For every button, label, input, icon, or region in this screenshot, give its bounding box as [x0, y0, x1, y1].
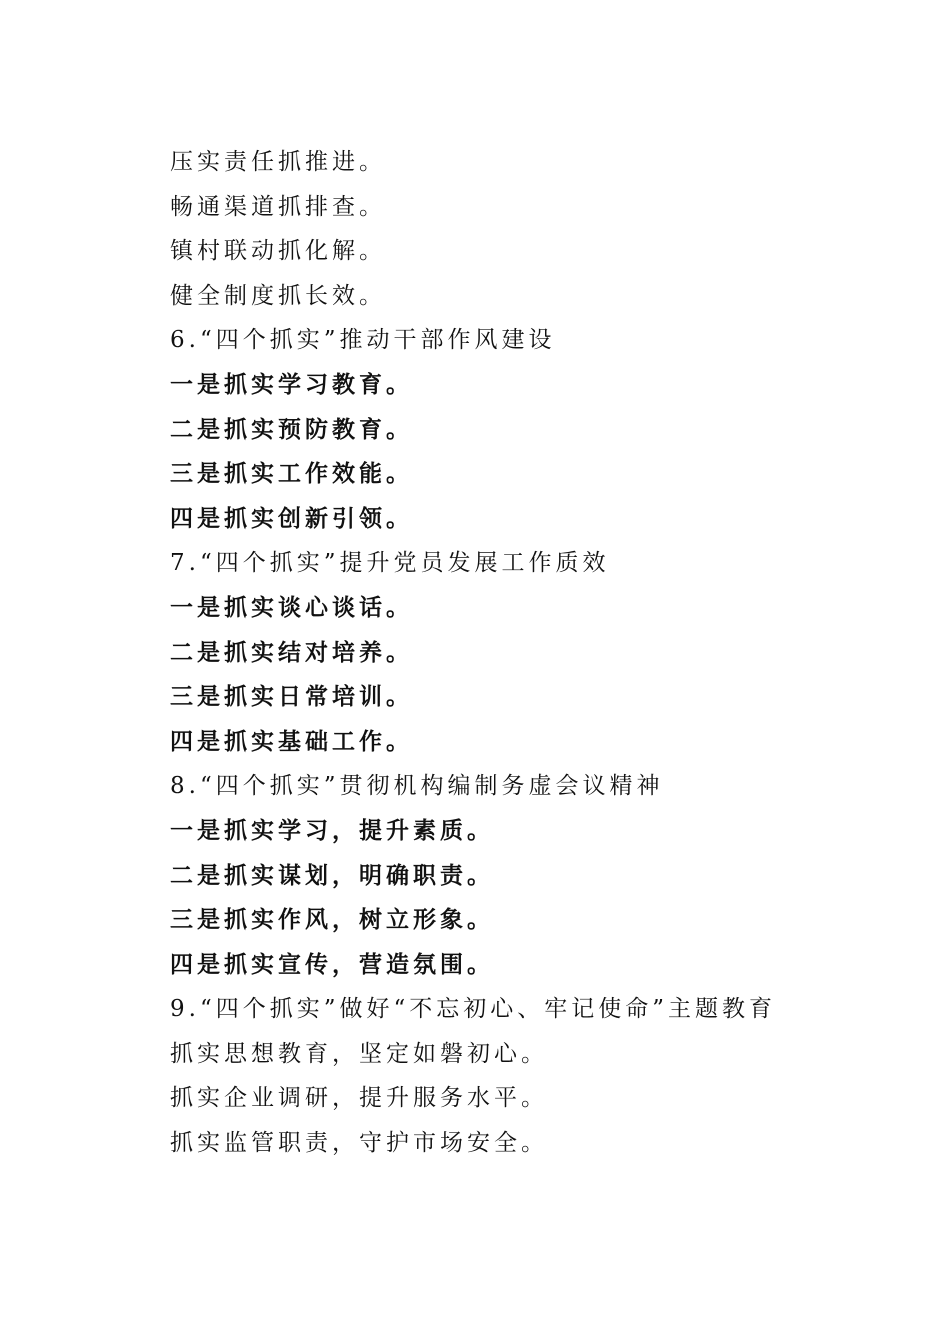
text-line: 畅通渠道抓排查。 [170, 193, 386, 220]
section-heading-9: 9.“四个抓实”做好“不忘初心、牢记使命”主题教育 [170, 996, 776, 1023]
text-line: 抓实监管职责，守护市场安全。 [170, 1130, 548, 1157]
text-line: 健全制度抓长效。 [170, 282, 386, 309]
text-line: 抓实思想教育，坚定如磐初心。 [170, 1040, 548, 1067]
section-heading-7: 7.“四个抓实”提升党员发展工作质效 [170, 550, 610, 577]
bold-point: 三是抓实日常培训。 [170, 683, 413, 711]
bold-point: 二是抓实谋划，明确职责。 [170, 861, 494, 889]
bold-point: 一是抓实谈心谈话。 [170, 593, 413, 621]
text-line: 压实责任抓推进。 [170, 149, 386, 175]
bold-point: 二是抓实结对培养。 [170, 638, 413, 666]
bold-point: 四是抓实创新引领。 [170, 504, 413, 532]
text-line: 镇村联动抓化解。 [170, 238, 386, 265]
bold-point: 四是抓实基础工作。 [170, 727, 413, 755]
document-body [170, 140, 850, 1166]
bold-point: 二是抓实预防教育。 [170, 415, 413, 443]
bold-point: 一是抓实学习教育。 [170, 370, 413, 398]
bold-point: 三是抓实工作效能。 [170, 460, 413, 488]
bold-point: 四是抓实宣传，营造氛围。 [170, 950, 494, 978]
section-heading-6: 6.“四个抓实”推动干部作风建设 [170, 327, 556, 354]
bold-point: 三是抓实作风，树立形象。 [170, 906, 494, 934]
text-line: 抓实企业调研，提升服务水平。 [170, 1085, 548, 1112]
section-heading-8: 8.“四个抓实”贯彻机构编制务虚会议精神 [170, 773, 664, 800]
bold-point: 一是抓实学习，提升素质。 [170, 816, 494, 844]
